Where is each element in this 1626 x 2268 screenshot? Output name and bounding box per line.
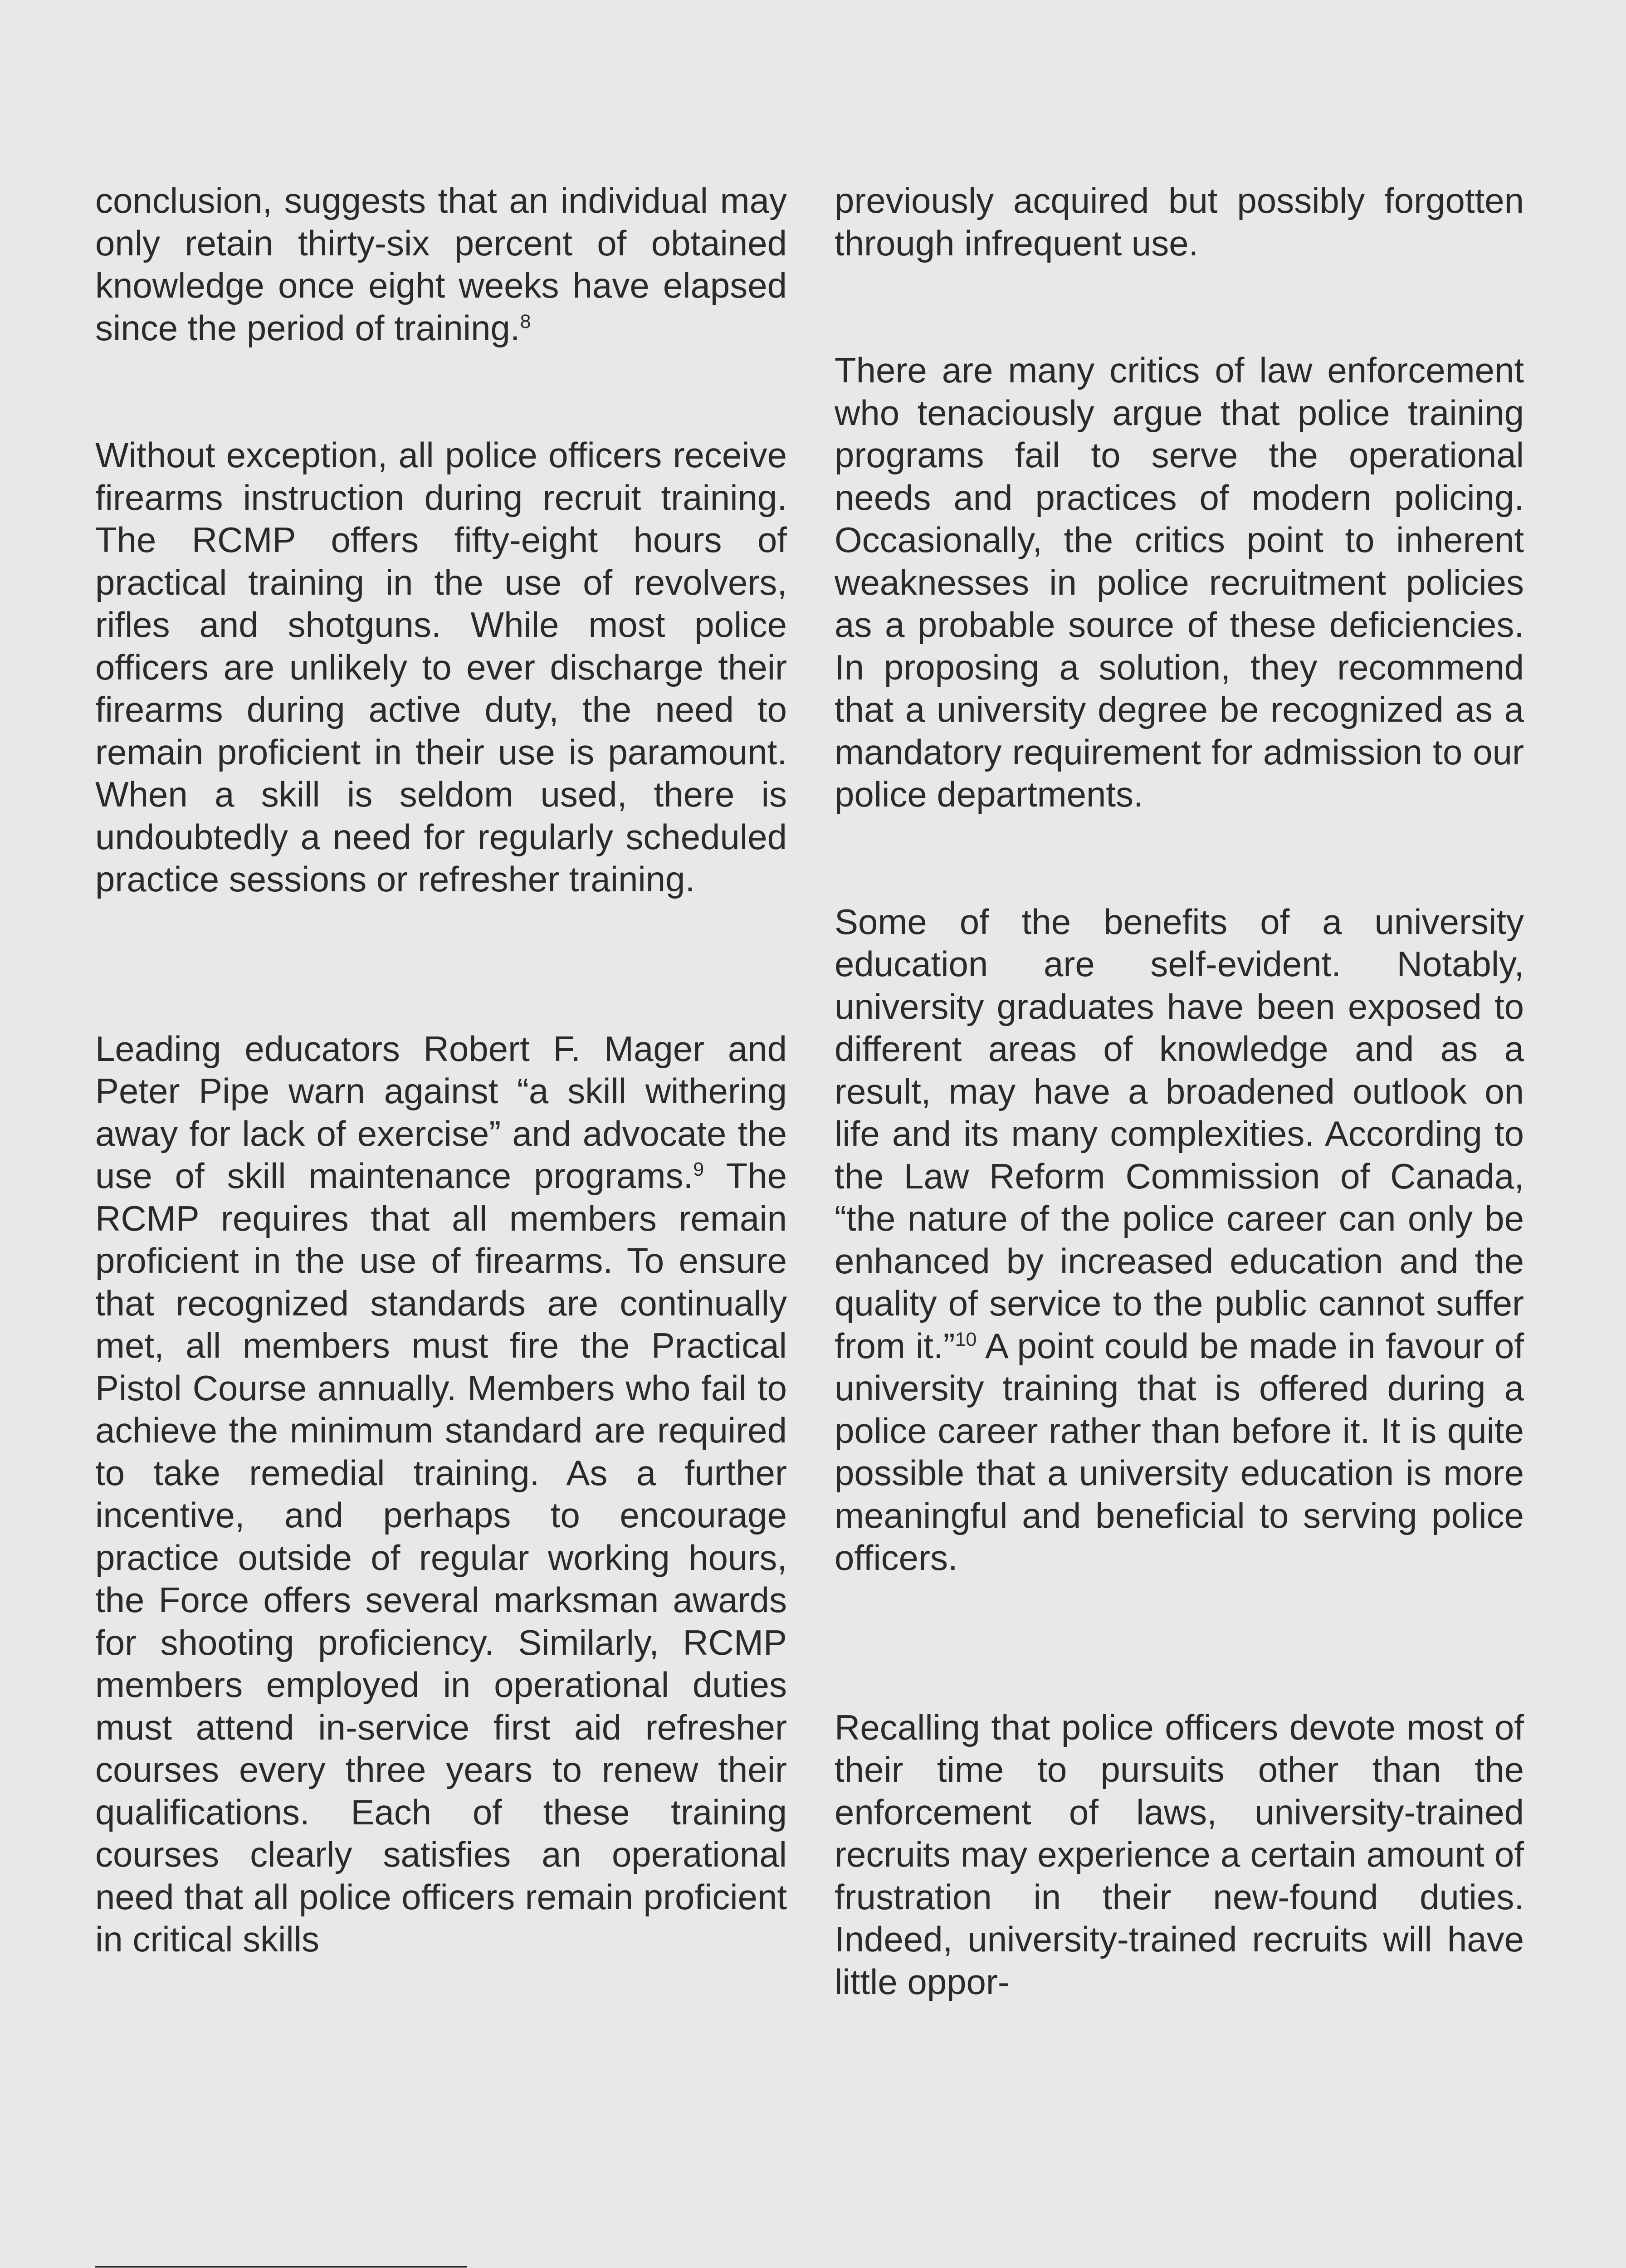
footnote-ref-8: 8 <box>520 310 531 332</box>
left-paragraph-3-text-a: Leading educators Robert F. Mager and Peter Pipe warn against “a skill withering away for lack of exercise” and advocate the use of skill maintenance programs. <box>95 1028 787 1196</box>
left-paragraph-3-text-b: The RCMP requires that all members remain proficient in the use of firearms. To ensure that recognized standards are continually met, all members must fire the Practical Pistol Course annually. Members who fail to achieve the minimum standard are required to take remedial training. As a further incentive, and perhaps to encourage practice outside of regular working hours, the Force offers several marksman awards for shooting proficiency. Similarly, RCMP members employed in operational duties must attend in-service first aid refresher courses every three years to renew their qualifications. Each of these training courses clearly satisfies an operational need that all police officers remain proficient in critical skills <box>95 1156 787 1959</box>
left-paragraph-2: Without exception, all police officers receive firearms instruction during recruit training. The RCMP offers fifty-eight hours of practical training in the use of revolvers, rifles and shotguns. While most police officers are unlikely to ever discharge their firearms during active duty, the need to remain proficient in their use is paramount. When a skill is seldom used, there is undoubtedly a need for regularly scheduled practice sessions or refresher training. <box>95 435 787 899</box>
left-paragraph-1 <box>95 180 787 349</box>
right-paragraph-4: Recalling that police officers devote most of their time to pursuits other than the enforcement of laws, university-trained recruits may experience a certain amount of frustration in their new-found duties. Indeed, university-trained recruits will have little oppor- <box>835 1707 1524 2002</box>
left-column <box>95 180 787 2046</box>
left-footnote-rule <box>95 2266 467 2268</box>
footnote-ref-10: 10 <box>955 1328 977 1350</box>
right-paragraph-3-text-b: A point could be made in favour of university training that is offered during a police career rather than before it. It is quite possible that a university education is more meaningful and beneficial to serving police officers. <box>835 1325 1524 1578</box>
left-paragraph-1-text: conclusion, suggests that an individual may only retain thirty-six percent of obtained knowledge once eight weeks have elapsed since the period of training. <box>95 181 787 348</box>
right-paragraph-1: previously acquired but possibly forgotten through infrequent use. <box>835 181 1524 263</box>
footnote-ref-9: 9 <box>693 1158 704 1180</box>
right-column <box>835 180 1524 2088</box>
right-paragraph-2: There are many critics of law enforcement who tenaciously argue that police training programs fail to serve the operational needs and practices of modern policing. Occasionally, the critics point to inherent weaknesses in police recruitment policies as a probable source of these deficiencies. In proposing a solution, they recommend that a university degree be recognized as a mandatory requirement for admission to our police departments. <box>835 350 1524 814</box>
right-paragraph-3-text-a: Some of the benefits of a university education are self-evident. Notably, university graduates have been exposed to different areas of knowledge and as a result, may have a broadened outlook on life and its many complexities. According to the Law Reform Commission of Canada, “the nature of the police career can only be enhanced by increased education and the quality of service to the public cannot suffer from it.” <box>835 901 1524 1366</box>
right-paragraph-3 <box>835 901 1524 1579</box>
left-paragraph-3 <box>95 1028 787 1961</box>
